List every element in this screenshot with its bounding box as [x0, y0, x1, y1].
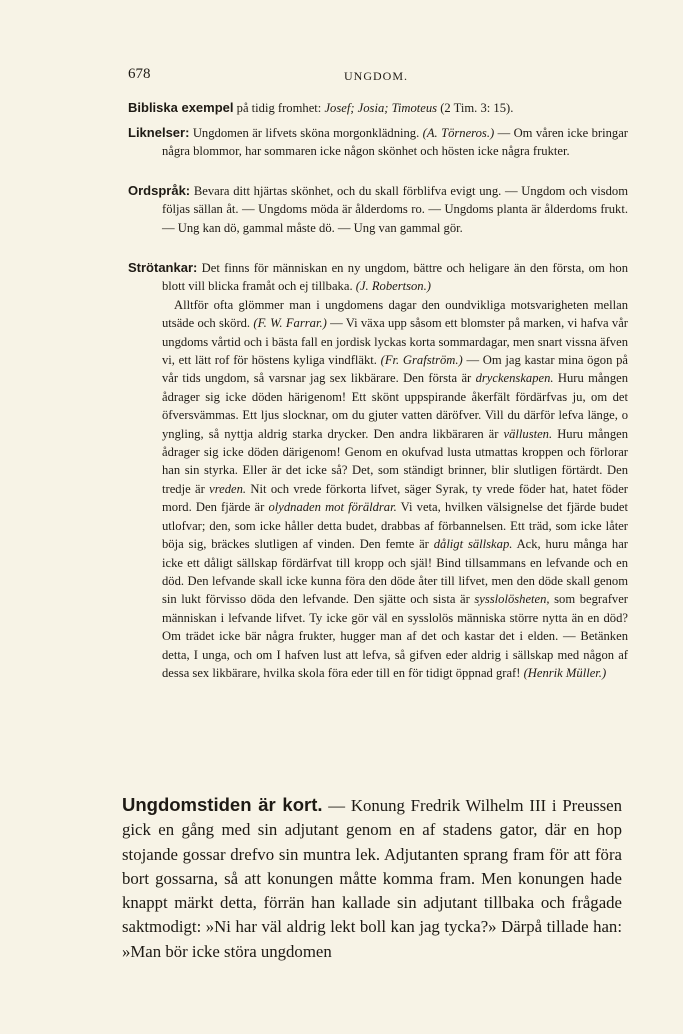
- bibliska-exempel-section: [128, 99, 628, 117]
- ordsprak-section: [128, 182, 628, 237]
- liknelser-section: [128, 124, 628, 161]
- grafstrom-author: (Fr. Grafström.): [380, 353, 463, 368]
- page-header: [128, 66, 624, 90]
- ungdomstiden-section: [122, 793, 622, 964]
- liknelser-label: Liknelser:: [128, 125, 190, 140]
- muller-author: (Henrik Müller.): [523, 665, 607, 680]
- bibliska-paragraph: Bibliska exempel på tidig fromhet: Josef; Josia; Timoteus (2 Tim. 3: 15).: [128, 100, 514, 115]
- emphasis-daligt-sallskap: dåligt sällskap.: [433, 537, 513, 552]
- strotankar-paragraph-1: Strötankar: Det finns för människan en ny ungdom, bättre och heligare än den första, om hon blott vill blicka framåt och ej tillbaka. (J. Robertson.): [128, 260, 628, 294]
- ordsprak-label: Ordspråk:: [128, 183, 191, 198]
- bibliska-names: Josef; Josia; Timoteus: [324, 101, 438, 115]
- emphasis-olydnaden: olydnaden mot föräldrar.: [268, 500, 397, 515]
- page-number: 678: [128, 66, 151, 82]
- emphasis-vreden: vreden.: [209, 481, 247, 496]
- strotankar-label: Strötankar:: [128, 260, 198, 275]
- ungdomstiden-paragraph: Ungdomstiden är kort. — Konung Fredrik Wilhelm III i Preussen gick en gång med sin adjutant genom en af stadens gator, där en hop stojande gossar drefvo sin muntra lek. Adjutanten sprang fram för att föra bort gossarna, så att konungen måtte komma fram. Men konungen hade knappt märkt detta, förrän han kallade sin adjutant tillbaka och frågade saktmodigt: »Ni har väl aldrig lekt boll kan jag tycka?» Därpå tillade han: »Man bör icke störa ungdomen: [122, 794, 623, 961]
- strotankar-paragraph-2: Alltför ofta glömmer man i ungdomens dagar den oundvikliga motsvarigheten mellan utsäde och skörd. (F. W. Farrar.) — Vi växa upp såsom ett blomster på marken, vi hafva vår ungdoms vårtid och i bästa fall en jordisk lyckas korta sommardagar, men snart vissna äfven vi, ett lätt rof för höstens kyliga vindfläkt. (Fr. Grafström.) — Om jag kastar mina ögon på vår tids ungdom, så varsnar jag sex likbärare. Den första är dryckenskapen. Huru mången ådrager sig icke döden härigenom! Ett skönt uppspirande åkerfält fördärfvas ju, om det öfversvämmas. Ett ljus slocknar, om du gjuter vatten däröfver. Vill du därför lefva länge, o yngling, så nyttja aldrig starka drycker. Den andra likbäraren är vällusten. Huru mången ådrager sig icke döden därigenom! Genom en okufvad lusta utmattas kroppen och förlorar han sin styrka. Eller är det icke så? Det, som ständigt brinner, blir slutligen förtärdt. Den tredje är vreden. Nit och vrede förkorta lifvet, säger Syrak, ty vrede föder hat, hatet föder mord. Den fjärde är olydnaden mot föräldrar. Vi veta, hvilken välsignelse det fjärde budet utlofvar; den, som icke håller detta budet, drabbas af förbannelsen. Ett träd, som icke låter böja sig, bräckes slutligen af vinden. Den femte är dåligt sällskap. Ack, huru många har icke ett dåligt sällskap fördärfvat till kropp och själ! Bind tillsammans en lefvande och en död. Den lefvande skall icke kunna föra den döde åter till lifvet, men den döde skall genom sin lukt förvisso döda den lefvande. Den sjätte och sista är sysslolösheten, som begrafver människan i lefvande lifvet. Ty icke gör väl en sysslolös människa större nytta än en död? Om trädet icke bär några frukter, hugger man af det och kastar det i elden. — Betänken detta, I unga, och om I hafven lust att lefva, så gifven eder aldrig i sällskap med någon af dessa sex likbärare, hvilka skola föra eder till en för tidigt öppnad graf! (Henrik Müller.): [162, 297, 629, 680]
- liknelser-paragraph: Liknelser: Ungdomen är lifvets sköna morgonklädning. (A. Törneros.) — Om våren icke bringar några blommor, har sommaren icke någon skönhet och hösten icke några frukter.: [128, 125, 629, 159]
- running-title: UNGDOM.: [344, 69, 408, 83]
- bibliska-label: Bibliska exempel: [128, 100, 234, 115]
- ordsprak-paragraph: Ordspråk: Bevara ditt hjärtas skönhet, och du skall förblifva evigt ung. — Ungdom och visdom följas sällan åt. — Ungdoms möda är ålderdoms ro. — Ungdoms planta är ålderdoms frukt. — Ung kan dö, gammal måste dö. — Ung van gammal gör.: [128, 183, 628, 235]
- emphasis-sysslolosheten: sysslolösheten,: [474, 592, 550, 607]
- emphasis-vallusten: vällusten.: [503, 426, 553, 441]
- ungdomstiden-label: Ungdomstiden är kort.: [122, 794, 323, 815]
- farrar-author: (F. W. Farrar.): [253, 316, 327, 331]
- strotankar-section: [128, 259, 628, 682]
- emphasis-dryckenskapen: dryckenskapen.: [475, 371, 554, 386]
- liknelser-author: (A. Törneros.): [422, 126, 495, 140]
- robertson-author: (J. Robertson.): [355, 279, 431, 294]
